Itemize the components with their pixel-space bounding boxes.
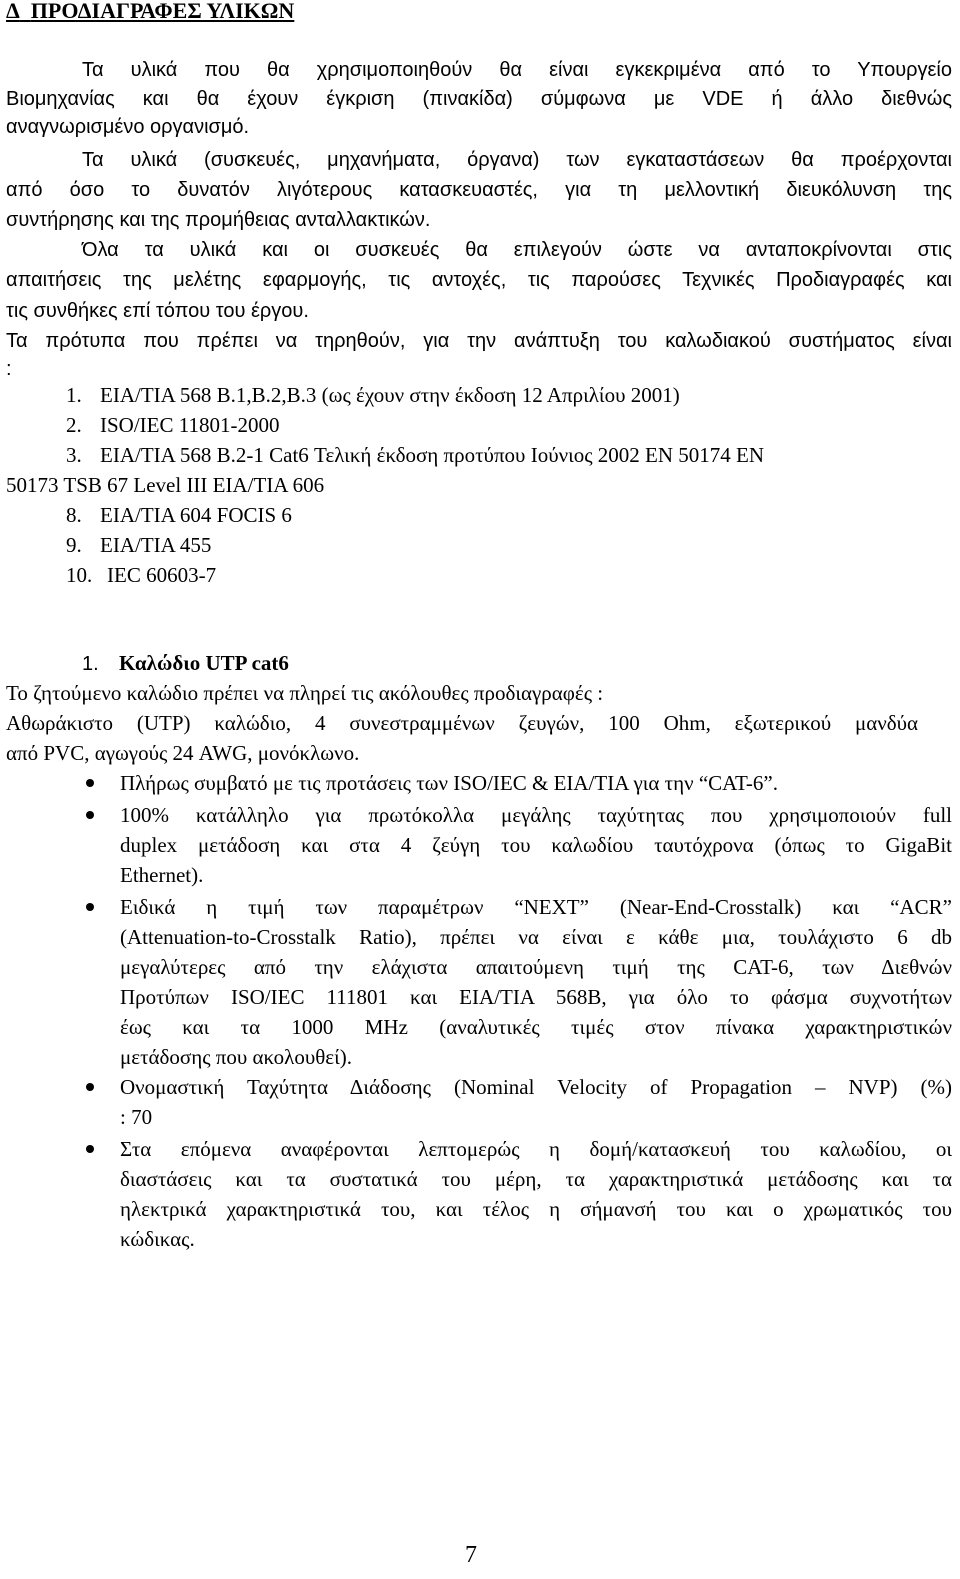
bullet-3-line-5: έως και τα 1000 MHz (αναλυτικές τιμές στον πίνακα χαρακτηριστικών [120, 1015, 952, 1039]
standard-num: 1. [66, 383, 82, 407]
bullet-4-line-2: : 70 [120, 1105, 153, 1129]
bullet-3-line-2: (Attenuation-to-Crosstalk Ratio), πρέπει να είναι ε κάθε μια, τουλάχιστο 6 db [120, 925, 952, 949]
standard-num: 3. [66, 443, 82, 467]
section-letter: Δ [6, 0, 20, 23]
page-number: 7 [465, 1542, 477, 1568]
standard-num: 2. [66, 413, 82, 437]
standard-item [66, 500, 292, 530]
standard-text: EIA/TIA 568 B.1,B.2,B.3 (ως έχουν στην έκδοση 12 Απριλίου 2001) [100, 383, 680, 407]
standard-item [66, 560, 216, 590]
standard-item [66, 530, 211, 560]
bullet-2-line-1: 100% κατάλληλο για πρωτόκολλα μεγάλης ταχύτητας που χρησιμοποιούν full [120, 803, 952, 827]
bullet-3-line-6: μετάδοσης που ακολουθεί). [120, 1045, 353, 1069]
bullet-icon [86, 903, 94, 911]
bullet-2-line-3: Ethernet). [120, 863, 204, 887]
bullet-2-line-2: duplex μετάδοση και στα 4 ζεύγη του καλωδίου ταυτόχρονα (όπως το GigaBit [120, 833, 952, 857]
bullet-icon [86, 1083, 94, 1091]
bullet-3-line-3: μεγαλύτερες από την ελάχιστα απαιτούμενη τιμή της CAT-6, των Διεθνών [120, 955, 952, 979]
intro-p1-line-1: Τα υλικά που θα χρησιμοποιηθούν θα είναι εγκεκριμένα από το Υπουργείο [82, 59, 952, 81]
intro-p2-line-3: συντήρησης και της προμήθειας ανταλλακτικών. [6, 209, 431, 231]
bullet-icon [86, 811, 94, 819]
bullet-5-line-4: κώδικας. [120, 1227, 195, 1251]
standard-text: IEC 60603-7 [107, 563, 217, 587]
intro-p3-line-2: απαιτήσεις της μελέτης εφαρμογής, τις αντοχές, τις παρούσες Τεχνικές Προδιαγραφές και [6, 269, 952, 291]
intro-p2-line-1: Τα υλικά (συσκευές, μηχανήματα, όργανα) των εγκαταστάσεων θα προέρχονται [82, 149, 952, 171]
subsection-num: 1. [82, 653, 99, 675]
subsection-title: Καλώδιο UTP cat6 [119, 651, 289, 675]
standard-item [66, 410, 279, 440]
bullet-1-line-1: Πλήρως συμβατό με τις προτάσεις των ISO/IEC & EIA/TIA για την “CAT-6”. [120, 771, 778, 795]
standard-num: 10. [66, 563, 93, 587]
bullet-3-line-4: Προτύπων ISO/IEC 111801 και EIA/TIA 568B, για όλο το φάσμα συχνοτήτων [120, 985, 952, 1009]
bullet-3-line-1: Ειδικά η τιμή των παραμέτρων “NEXT” (Near-End-Crosstalk) και “ACR” [120, 895, 952, 919]
intro-p3-line-3: τις συνθήκες επί τόπου του έργου. [6, 300, 309, 322]
standard-num: 9. [66, 533, 82, 557]
standard-text: 50173 TSB 67 Level III EIA/TIA 606 [6, 473, 325, 497]
section-heading [6, 0, 294, 26]
intro-p3-line-1: Όλα τα υλικά και οι συσκευές θα επιλεγούν ώστε να ανταποκρίνονται στις [82, 239, 952, 261]
intro-p1-line-3: αναγνωρισμένο οργανισμό. [6, 116, 250, 138]
standard-text: EIA/TIA 604 FOCIS 6 [100, 503, 292, 527]
intro-p1-line-2: Βιομηχανίας και θα έχουν έγκριση (πινακίδα) σύμφωνα με VDE ή άλλο διεθνώς [6, 88, 952, 110]
bullet-4-line-1: Ονομαστική Ταχύτητα Διάδοσης (Nominal Velocity of Propagation – NVP) (%) [120, 1075, 952, 1099]
intro-p4-line-2: : [6, 358, 12, 380]
intro-p2-line-2: από όσο το δυνατόν λιγότερους κατασκευαστές, για τη μελλοντική διευκόλυνση της [6, 179, 952, 201]
subsection-intro-line-3: από PVC, αγωγούς 24 AWG, μονόκλωνο. [6, 741, 360, 765]
standard-num: 8. [66, 503, 82, 527]
bullet-5-line-3: ηλεκτρικά χαρακτηριστικά του, και τέλος η σήμανσή του και ο χρωματικός του [120, 1197, 952, 1221]
standard-item [66, 380, 680, 410]
standard-text: ISO/IEC 11801-2000 [100, 413, 280, 437]
bullet-icon [86, 1145, 94, 1153]
bullet-5-line-2: διαστάσεις και τα συστατικά του μέρη, τα χαρακτηριστικά μετάδοσης και τα [120, 1167, 952, 1191]
standard-item-continuation [6, 470, 324, 500]
subsection-intro-line-2: Αθωράκιστο (UTP) καλώδιο, 4 συνεστραμμένων ζευγών, 100 Ohm, εξωτερικού μανδύα [6, 711, 918, 735]
bullet-5-line-1: Στα επόμενα αναφέρονται λεπτομερώς η δομή/κατασκευή του καλωδίου, οι [120, 1137, 952, 1161]
intro-p4-line-1: Τα πρότυπα που πρέπει να τηρηθούν, για την ανάπτυξη του καλωδιακού συστήματος είναι [6, 330, 952, 352]
section-title: ΠΡΟΔΙΑΓΡΑΦΕΣ ΥΛΙΚΩΝ [30, 0, 295, 23]
bullet-icon [86, 779, 94, 787]
subsection-heading [82, 648, 289, 679]
subsection-intro-line-1: Το ζητούμενο καλώδιο πρέπει να πληρεί τις ακόλουθες προδιαγραφές : [6, 681, 604, 705]
standard-text: EIA/TIA 455 [100, 533, 212, 557]
standard-text: EIA/TIA 568 B.2-1 Cat6 Τελική έκδοση προτύπου Ιούνιος 2002 EN 50174 EN [100, 443, 765, 467]
standard-item [66, 440, 764, 470]
